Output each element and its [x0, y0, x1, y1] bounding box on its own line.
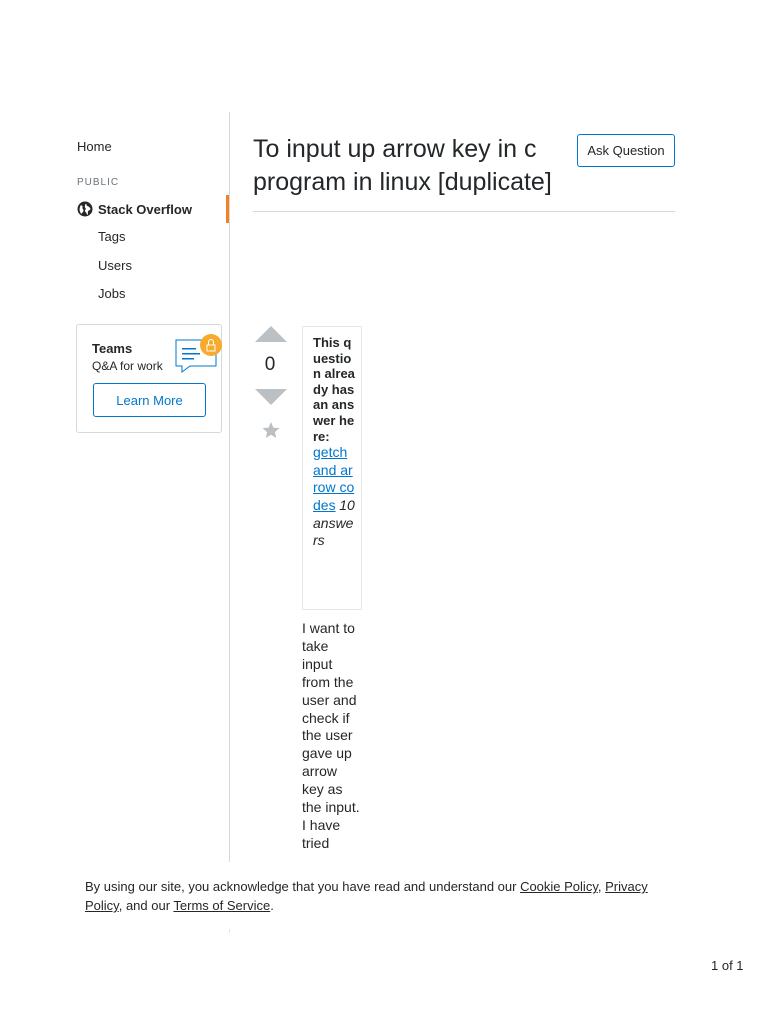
page-indicator: 1 of 1	[711, 958, 744, 973]
nav-stack-overflow[interactable]	[77, 198, 229, 220]
cookie-policy-link[interactable]: Cookie Policy	[520, 879, 598, 894]
ask-question-button[interactable]: Ask Question	[577, 134, 675, 167]
duplicate-answer-count: 10 answers	[313, 496, 355, 549]
divider-fragment	[229, 929, 230, 933]
duplicate-notice-text: This question already has an answer here:	[313, 335, 355, 444]
nav-stack-overflow-label: Stack Overflow	[98, 201, 192, 217]
question-title[interactable]: To input up arrow key in c program in linux [duplicate]	[253, 135, 552, 196]
nav-public-header: PUBLIC	[77, 177, 120, 188]
terms-of-service-link[interactable]: Terms of Service	[173, 898, 271, 913]
sidebar-divider	[229, 112, 230, 862]
vote-up-icon[interactable]	[255, 326, 287, 342]
globe-icon	[77, 201, 93, 217]
question-body: I want to take input from the user and check if the user gave up arrow key as the input. I have tried	[302, 620, 360, 851]
cookie-banner	[85, 877, 665, 915]
cookie-sep-2: , and our	[118, 898, 174, 913]
vote-down-icon[interactable]	[255, 389, 287, 405]
teams-chat-lock-icon	[175, 329, 223, 373]
duplicate-question-link[interactable]: getch and arrow codes	[313, 444, 355, 513]
header-divider	[253, 211, 675, 212]
teams-subtitle: Q&A for work	[92, 359, 163, 373]
nav-jobs[interactable]: Jobs	[98, 286, 126, 301]
cookie-sep-1: ,	[597, 879, 606, 894]
favorite-star-icon[interactable]	[261, 420, 281, 440]
privacy-policy-link[interactable]: Privacy Policy	[85, 879, 648, 913]
nav-home[interactable]: Home	[77, 139, 112, 154]
teams-promo	[76, 324, 222, 433]
nav-users[interactable]: Users	[98, 258, 132, 273]
vote-count: 0	[264, 354, 276, 375]
learn-more-button[interactable]: Learn More	[93, 383, 206, 417]
cookie-suffix: .	[270, 898, 274, 913]
duplicate-notice	[302, 326, 362, 610]
teams-title: Teams	[92, 341, 133, 356]
cookie-banner-text: By using our site, you acknowledge that you have read and understand our	[85, 879, 521, 894]
nav-tags[interactable]: Tags	[98, 229, 126, 244]
